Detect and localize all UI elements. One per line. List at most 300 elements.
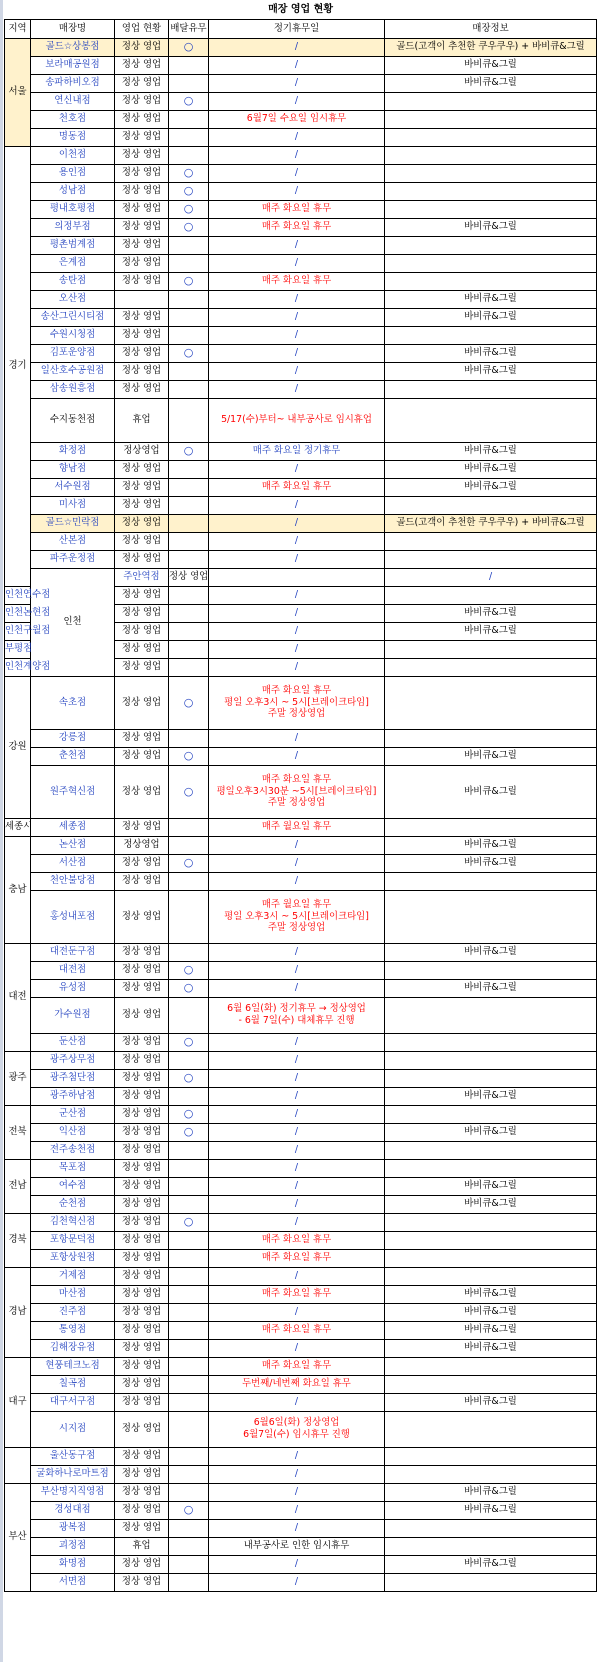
status-cell: 정상 영업 xyxy=(115,872,169,890)
store-name-cell: 논산점 xyxy=(31,836,115,854)
table-row xyxy=(5,1501,597,1519)
holiday-cell: / xyxy=(209,604,385,622)
holiday-cell: / xyxy=(209,1141,385,1159)
store-name-cell: 괴정점 xyxy=(31,1537,115,1555)
store-name-cell: 용인점 xyxy=(31,164,115,182)
table-row xyxy=(5,308,597,326)
holiday-cell: / xyxy=(209,308,385,326)
store-name-cell: 명동점 xyxy=(31,128,115,146)
store-info-cell xyxy=(385,200,597,218)
store-name-cell: 오산점 xyxy=(31,290,115,308)
store-name-cell: 현풍테크노점 xyxy=(31,1357,115,1375)
store-name-cell: 익산점 xyxy=(31,1123,115,1141)
store-name-cell: 화명점 xyxy=(31,1555,115,1573)
table-row xyxy=(5,568,597,586)
table-row xyxy=(5,182,597,200)
status-cell: 정상 영업 xyxy=(115,1393,169,1411)
table-row xyxy=(5,676,597,729)
status-cell: 정상 영업 xyxy=(115,514,169,532)
holiday-cell: / xyxy=(209,182,385,200)
table-row xyxy=(5,532,597,550)
status-cell: 정상 영업 xyxy=(115,254,169,272)
holiday-cell: / xyxy=(209,56,385,74)
store-info-cell: 바비큐&그릴 xyxy=(385,747,597,765)
status-cell: 정상 영업 xyxy=(115,532,169,550)
holiday-cell: / xyxy=(209,943,385,961)
store-name-cell: 광주하남점 xyxy=(31,1087,115,1105)
delivery-cell xyxy=(169,1159,209,1177)
holiday-cell: / xyxy=(209,1159,385,1177)
delivery-cell xyxy=(169,56,209,74)
store-info-cell xyxy=(385,676,597,729)
store-info-cell: 바비큐&그릴 xyxy=(385,56,597,74)
store-name-cell: 천호점 xyxy=(31,110,115,128)
store-name-cell: 인천연수점 xyxy=(5,586,31,604)
table-row xyxy=(5,1087,597,1105)
store-name-cell: 대구서구점 xyxy=(31,1393,115,1411)
table-row xyxy=(5,1051,597,1069)
table-row xyxy=(5,56,597,74)
store-name-cell: 목포점 xyxy=(31,1159,115,1177)
store-info-cell xyxy=(385,1447,597,1465)
store-info-cell xyxy=(385,110,597,128)
delivery-cell xyxy=(169,1519,209,1537)
store-info-cell xyxy=(385,1069,597,1087)
delivery-cell xyxy=(169,1195,209,1213)
holiday-cell: / xyxy=(209,1051,385,1069)
store-info-cell xyxy=(385,398,597,442)
holiday-cell: / xyxy=(209,38,385,56)
status-cell: 정상 영업 xyxy=(115,164,169,182)
store-name-cell: 인천구월점 xyxy=(5,622,31,640)
delivery-cell xyxy=(169,1375,209,1393)
store-info-cell xyxy=(385,272,597,290)
store-info-cell xyxy=(385,961,597,979)
status-cell: 정상 영업 xyxy=(115,1501,169,1519)
holiday-cell: 두번째/네번째 화요일 휴무 xyxy=(209,1375,385,1393)
delivery-cell xyxy=(169,1357,209,1375)
store-name-cell: 진주점 xyxy=(31,1303,115,1321)
delivery-cell xyxy=(169,836,209,854)
store-name-cell: 대전점 xyxy=(31,961,115,979)
status-cell: 정상 영업 xyxy=(115,1159,169,1177)
store-name-cell: 은계점 xyxy=(31,254,115,272)
delivery-cell xyxy=(169,254,209,272)
store-info-cell xyxy=(385,1375,597,1393)
status-cell: 정상 영업 xyxy=(115,74,169,92)
store-info-cell: 바비큐&그릴 xyxy=(385,943,597,961)
holiday-line: 평일 오후3시 ~ 5시[브레이크타임] xyxy=(224,696,369,708)
header-delivery: 배달유무 xyxy=(169,19,209,38)
store-info-cell xyxy=(385,640,597,658)
sheet-title: 매장 영업 현황 xyxy=(5,1,597,19)
holiday-cell: 매주 화요일 휴무 xyxy=(209,1357,385,1375)
delivery-cell xyxy=(169,818,209,836)
store-name-cell: 산본점 xyxy=(31,532,115,550)
delivery-cell xyxy=(169,1303,209,1321)
holiday-cell xyxy=(209,765,385,818)
store-name-cell: 경성대점 xyxy=(31,1501,115,1519)
region-cell: 부산 xyxy=(5,1483,31,1591)
delivery-cell xyxy=(169,1177,209,1195)
store-name-cell: 서산점 xyxy=(31,854,115,872)
holiday-cell: / xyxy=(209,1033,385,1051)
store-info-cell xyxy=(385,236,597,254)
store-name-cell: 포항상원점 xyxy=(31,1249,115,1267)
store-info-cell: 바비큐&그릴 xyxy=(385,622,597,640)
table-row xyxy=(5,1123,597,1141)
status-cell: 정상 영업 xyxy=(115,1321,169,1339)
table-row xyxy=(5,836,597,854)
store-name-cell: 보라매공원점 xyxy=(31,56,115,74)
delivery-cell xyxy=(169,729,209,747)
store-info-cell: 바비큐&그릴 xyxy=(385,478,597,496)
holiday-cell: / xyxy=(209,622,385,640)
status-cell: 정상 영업 xyxy=(115,818,169,836)
delivery-cell xyxy=(169,514,209,532)
header-row xyxy=(5,19,597,38)
store-info-cell: 바비큐&그릴 xyxy=(385,1177,597,1195)
delivery-cell xyxy=(169,380,209,398)
table-row xyxy=(5,1231,597,1249)
holiday-cell: / xyxy=(209,586,385,604)
region-cell: 전남 xyxy=(5,1159,31,1213)
store-name-cell: 의정부점 xyxy=(31,218,115,236)
store-info-cell xyxy=(385,1519,597,1537)
status-cell: 정상 영업 xyxy=(115,496,169,514)
store-name-cell: 미사점 xyxy=(31,496,115,514)
region-cell: 인천 xyxy=(31,568,115,676)
delivery-cell xyxy=(169,398,209,442)
holiday-cell: / xyxy=(209,532,385,550)
status-cell: 정상 영업 xyxy=(115,478,169,496)
status-cell: 정상 영업 xyxy=(115,586,169,604)
store-info-cell xyxy=(385,1213,597,1231)
store-name-cell: 골드☆상봉점 xyxy=(31,38,115,56)
status-cell: 휴업 xyxy=(115,1537,169,1555)
table-row xyxy=(5,362,597,380)
table-row xyxy=(5,1339,597,1357)
store-info-cell: 바비큐&그릴 xyxy=(385,290,597,308)
header-regular-holiday: 정기휴무일 xyxy=(209,19,385,38)
delivery-cell xyxy=(169,236,209,254)
status-cell: 정상 영업 xyxy=(115,1033,169,1051)
status-cell: 정상 영업 xyxy=(115,1357,169,1375)
region-cell: 강원 xyxy=(5,676,31,818)
table-row xyxy=(5,1357,597,1375)
status-cell: 정상 영업 xyxy=(115,997,169,1033)
status-cell: 정상 영업 xyxy=(115,979,169,997)
region-cell: 대전 xyxy=(5,943,31,1051)
table-row xyxy=(5,1555,597,1573)
status-cell: 정상 영업 xyxy=(115,1303,169,1321)
row-header-strip xyxy=(0,0,3,1662)
holiday-cell: 매주 월요일 휴무 xyxy=(209,818,385,836)
header-store-info: 매장정보 xyxy=(385,19,597,38)
table-row xyxy=(5,380,597,398)
store-name-cell: 시지점 xyxy=(31,1411,115,1447)
holiday-cell: / xyxy=(209,1177,385,1195)
delivery-cell: ○ xyxy=(169,442,209,460)
table-row xyxy=(5,460,597,478)
store-name-cell: 광주상무점 xyxy=(31,1051,115,1069)
status-cell: 정상 영업 xyxy=(115,1231,169,1249)
delivery-cell xyxy=(169,943,209,961)
store-name-cell: 김해장유점 xyxy=(31,1339,115,1357)
holiday-cell: / xyxy=(209,836,385,854)
holiday-line: 6월7일(수) 임시휴무 진행 xyxy=(243,1429,350,1440)
store-info-cell xyxy=(385,1051,597,1069)
holiday-cell: / xyxy=(209,326,385,344)
delivery-cell xyxy=(169,362,209,380)
delivery-cell: ○ xyxy=(169,961,209,979)
holiday-cell: / xyxy=(209,550,385,568)
delivery-cell xyxy=(169,550,209,568)
delivery-cell xyxy=(169,1087,209,1105)
delivery-cell xyxy=(169,604,209,622)
delivery-cell xyxy=(169,1411,209,1447)
store-info-cell xyxy=(385,1231,597,1249)
status-cell: 정상 영업 xyxy=(115,1375,169,1393)
delivery-cell: ○ xyxy=(169,765,209,818)
status-cell: 휴업 xyxy=(115,398,169,442)
table-row xyxy=(5,818,597,836)
store-info-cell xyxy=(385,1105,597,1123)
holiday-cell: / xyxy=(209,658,385,676)
holiday-cell: / xyxy=(209,1303,385,1321)
delivery-cell xyxy=(169,1465,209,1483)
table-row xyxy=(5,92,597,110)
store-name-cell: 이천점 xyxy=(31,146,115,164)
holiday-cell: / xyxy=(209,854,385,872)
holiday-cell: / xyxy=(209,1483,385,1501)
table-row xyxy=(5,74,597,92)
table-row xyxy=(5,729,597,747)
store-info-cell: 바비큐&그릴 xyxy=(385,218,597,236)
holiday-cell xyxy=(209,997,385,1033)
store-name-cell: 송파하비오점 xyxy=(31,74,115,92)
holiday-cell: / xyxy=(209,344,385,362)
store-name-cell: 전주송천점 xyxy=(31,1141,115,1159)
store-info-cell: 바비큐&그릴 xyxy=(385,460,597,478)
store-name-cell: 일산호수공원점 xyxy=(31,362,115,380)
holiday-cell: 매주 화요일 휴무 xyxy=(209,478,385,496)
table-row xyxy=(5,1105,597,1123)
table-row xyxy=(5,961,597,979)
holiday-line: 평일 오후3시 ~ 5시[브레이크타임] xyxy=(224,910,369,922)
status-cell: 정상영업 xyxy=(115,836,169,854)
region-cell: 서울 xyxy=(5,38,31,146)
delivery-cell xyxy=(169,1285,209,1303)
table-row xyxy=(5,1465,597,1483)
store-name-cell: 연신내점 xyxy=(31,92,115,110)
store-name-cell: 천안불당점 xyxy=(31,872,115,890)
header-region: 지역 xyxy=(5,19,31,38)
store-info-cell xyxy=(385,872,597,890)
delivery-cell xyxy=(169,1537,209,1555)
store-name-cell: 칠곡점 xyxy=(31,1375,115,1393)
table-row xyxy=(5,236,597,254)
holiday-line: - 6월 7일(수) 대체휴무 진행 xyxy=(238,1015,355,1026)
table-body xyxy=(5,38,597,1591)
holiday-cell: / xyxy=(209,1087,385,1105)
store-info-cell xyxy=(385,496,597,514)
store-name-cell: 송산그린시티점 xyxy=(31,308,115,326)
delivery-cell xyxy=(169,1483,209,1501)
store-info-cell xyxy=(385,1573,597,1591)
store-name-cell: 평촌범계점 xyxy=(31,236,115,254)
store-name-cell: 광주첨단점 xyxy=(31,1069,115,1087)
delivery-cell xyxy=(169,890,209,943)
delivery-cell: ○ xyxy=(169,164,209,182)
store-info-cell: 바비큐&그릴 xyxy=(385,1195,597,1213)
table-row xyxy=(5,1267,597,1285)
delivery-cell xyxy=(169,1051,209,1069)
holiday-cell: / xyxy=(209,961,385,979)
store-name-cell: 가수원점 xyxy=(31,997,115,1033)
holiday-cell: / xyxy=(209,1447,385,1465)
holiday-cell: 매주 화요일 휴무 xyxy=(209,272,385,290)
delivery-cell xyxy=(209,568,385,586)
holiday-cell: / xyxy=(209,1195,385,1213)
store-info-cell xyxy=(385,1141,597,1159)
store-name-cell: 순천점 xyxy=(31,1195,115,1213)
store-info-cell: 골드(고객이 추천한 쿠우쿠우) + 바비큐&그릴 xyxy=(385,514,597,532)
status-cell: 정상 영업 xyxy=(115,1141,169,1159)
table-row xyxy=(5,1141,597,1159)
holiday-cell: / xyxy=(385,568,597,586)
store-name-cell: 인천논현점 xyxy=(5,604,31,622)
status-cell: 정상 영업 xyxy=(115,146,169,164)
table-row xyxy=(5,854,597,872)
delivery-cell: ○ xyxy=(169,344,209,362)
store-info-cell xyxy=(385,1357,597,1375)
status-cell: 정상 영업 xyxy=(115,1339,169,1357)
store-info-cell: 바비큐&그릴 xyxy=(385,854,597,872)
status-cell: 정상 영업 xyxy=(115,1519,169,1537)
holiday-line: 평일오후3시30분 ~5시[브레이크타임] xyxy=(216,785,377,797)
table-row xyxy=(5,872,597,890)
status-cell: 정상 영업 xyxy=(115,344,169,362)
delivery-cell xyxy=(169,1321,209,1339)
holiday-cell: / xyxy=(209,1339,385,1357)
holiday-cell: / xyxy=(209,460,385,478)
store-name-cell: 포항문덕점 xyxy=(31,1231,115,1249)
holiday-cell: / xyxy=(209,1393,385,1411)
table-row xyxy=(5,943,597,961)
status-cell: 정상 영업 xyxy=(115,308,169,326)
store-info-cell xyxy=(385,1411,597,1447)
table-row xyxy=(5,1321,597,1339)
table-row xyxy=(5,1483,597,1501)
status-cell: 정상 영업 xyxy=(115,1123,169,1141)
holiday-cell: 5/17(수)부터~ 내부공사로 임시휴업 xyxy=(209,398,385,442)
delivery-cell: ○ xyxy=(169,1123,209,1141)
holiday-cell: / xyxy=(209,92,385,110)
table-row xyxy=(5,1033,597,1051)
status-cell: 정상 영업 xyxy=(115,1465,169,1483)
holiday-cell: / xyxy=(209,1465,385,1483)
table-row xyxy=(5,514,597,532)
delivery-cell xyxy=(169,74,209,92)
delivery-cell xyxy=(169,478,209,496)
store-info-cell xyxy=(385,1249,597,1267)
delivery-cell xyxy=(169,1573,209,1591)
status-cell: 정상 영업 xyxy=(115,1213,169,1231)
status-cell: 정상 영업 xyxy=(115,1447,169,1465)
table-row xyxy=(5,1393,597,1411)
store-info-cell: 바비큐&그릴 xyxy=(385,1303,597,1321)
table-row xyxy=(5,272,597,290)
region-cell: 전북 xyxy=(5,1105,31,1159)
table-row xyxy=(5,997,597,1033)
holiday-cell: / xyxy=(209,979,385,997)
status-cell: 정상 영업 xyxy=(115,38,169,56)
store-info-cell: 바비큐&그릴 xyxy=(385,1555,597,1573)
holiday-cell: / xyxy=(209,1501,385,1519)
store-info-cell: 바비큐&그릴 xyxy=(385,362,597,380)
holiday-cell: 매주 화요일 휴무 xyxy=(209,200,385,218)
store-info-cell: 바비큐&그릴 xyxy=(385,1321,597,1339)
store-info-cell: 바비큐&그릴 xyxy=(385,979,597,997)
table-row xyxy=(5,1537,597,1555)
store-info-cell: 바비큐&그릴 xyxy=(385,1087,597,1105)
holiday-cell: / xyxy=(209,128,385,146)
delivery-cell xyxy=(169,586,209,604)
delivery-cell: ○ xyxy=(169,1105,209,1123)
holiday-cell xyxy=(209,1411,385,1447)
holiday-cell: / xyxy=(209,872,385,890)
table-row xyxy=(5,979,597,997)
store-info-cell xyxy=(385,326,597,344)
status-cell: 정상 영업 xyxy=(115,200,169,218)
holiday-line: 주말 정상영업 xyxy=(267,797,326,809)
status-cell: 정상 영업 xyxy=(115,640,169,658)
store-info-cell xyxy=(385,1159,597,1177)
store-info-cell: 바비큐&그릴 xyxy=(385,836,597,854)
table-row xyxy=(5,218,597,236)
status-cell: 정상 영업 xyxy=(115,550,169,568)
delivery-cell xyxy=(169,146,209,164)
store-info-cell: 바비큐&그릴 xyxy=(385,1483,597,1501)
status-cell: 정상 영업 xyxy=(169,568,209,586)
status-cell: 정상 영업 xyxy=(115,1177,169,1195)
status-cell: 정상 영업 xyxy=(115,1051,169,1069)
status-cell: 정상영업 xyxy=(115,442,169,460)
store-info-cell xyxy=(385,997,597,1033)
holiday-cell: / xyxy=(209,1555,385,1573)
status-cell: 정상 영업 xyxy=(115,943,169,961)
delivery-cell xyxy=(169,658,209,676)
holiday-cell: / xyxy=(209,1267,385,1285)
store-info-cell xyxy=(385,550,597,568)
holiday-cell: / xyxy=(209,1573,385,1591)
table-row xyxy=(5,398,597,442)
holiday-line: 매주 화요일 휴무 xyxy=(261,684,332,696)
delivery-cell xyxy=(169,1249,209,1267)
store-info-cell xyxy=(385,532,597,550)
store-name-cell: 부평점 xyxy=(5,640,31,658)
status-cell: 정상 영업 xyxy=(115,729,169,747)
store-name-cell: 굴화하나로마트점 xyxy=(31,1465,115,1483)
store-name-cell: 서면점 xyxy=(31,1573,115,1591)
holiday-cell: 매주 화요일 휴무 xyxy=(209,1249,385,1267)
status-cell: 정상 영업 xyxy=(115,1555,169,1573)
store-info-cell xyxy=(385,92,597,110)
region-cell: 경북 xyxy=(5,1213,31,1267)
delivery-cell xyxy=(169,872,209,890)
table-row xyxy=(5,1411,597,1447)
